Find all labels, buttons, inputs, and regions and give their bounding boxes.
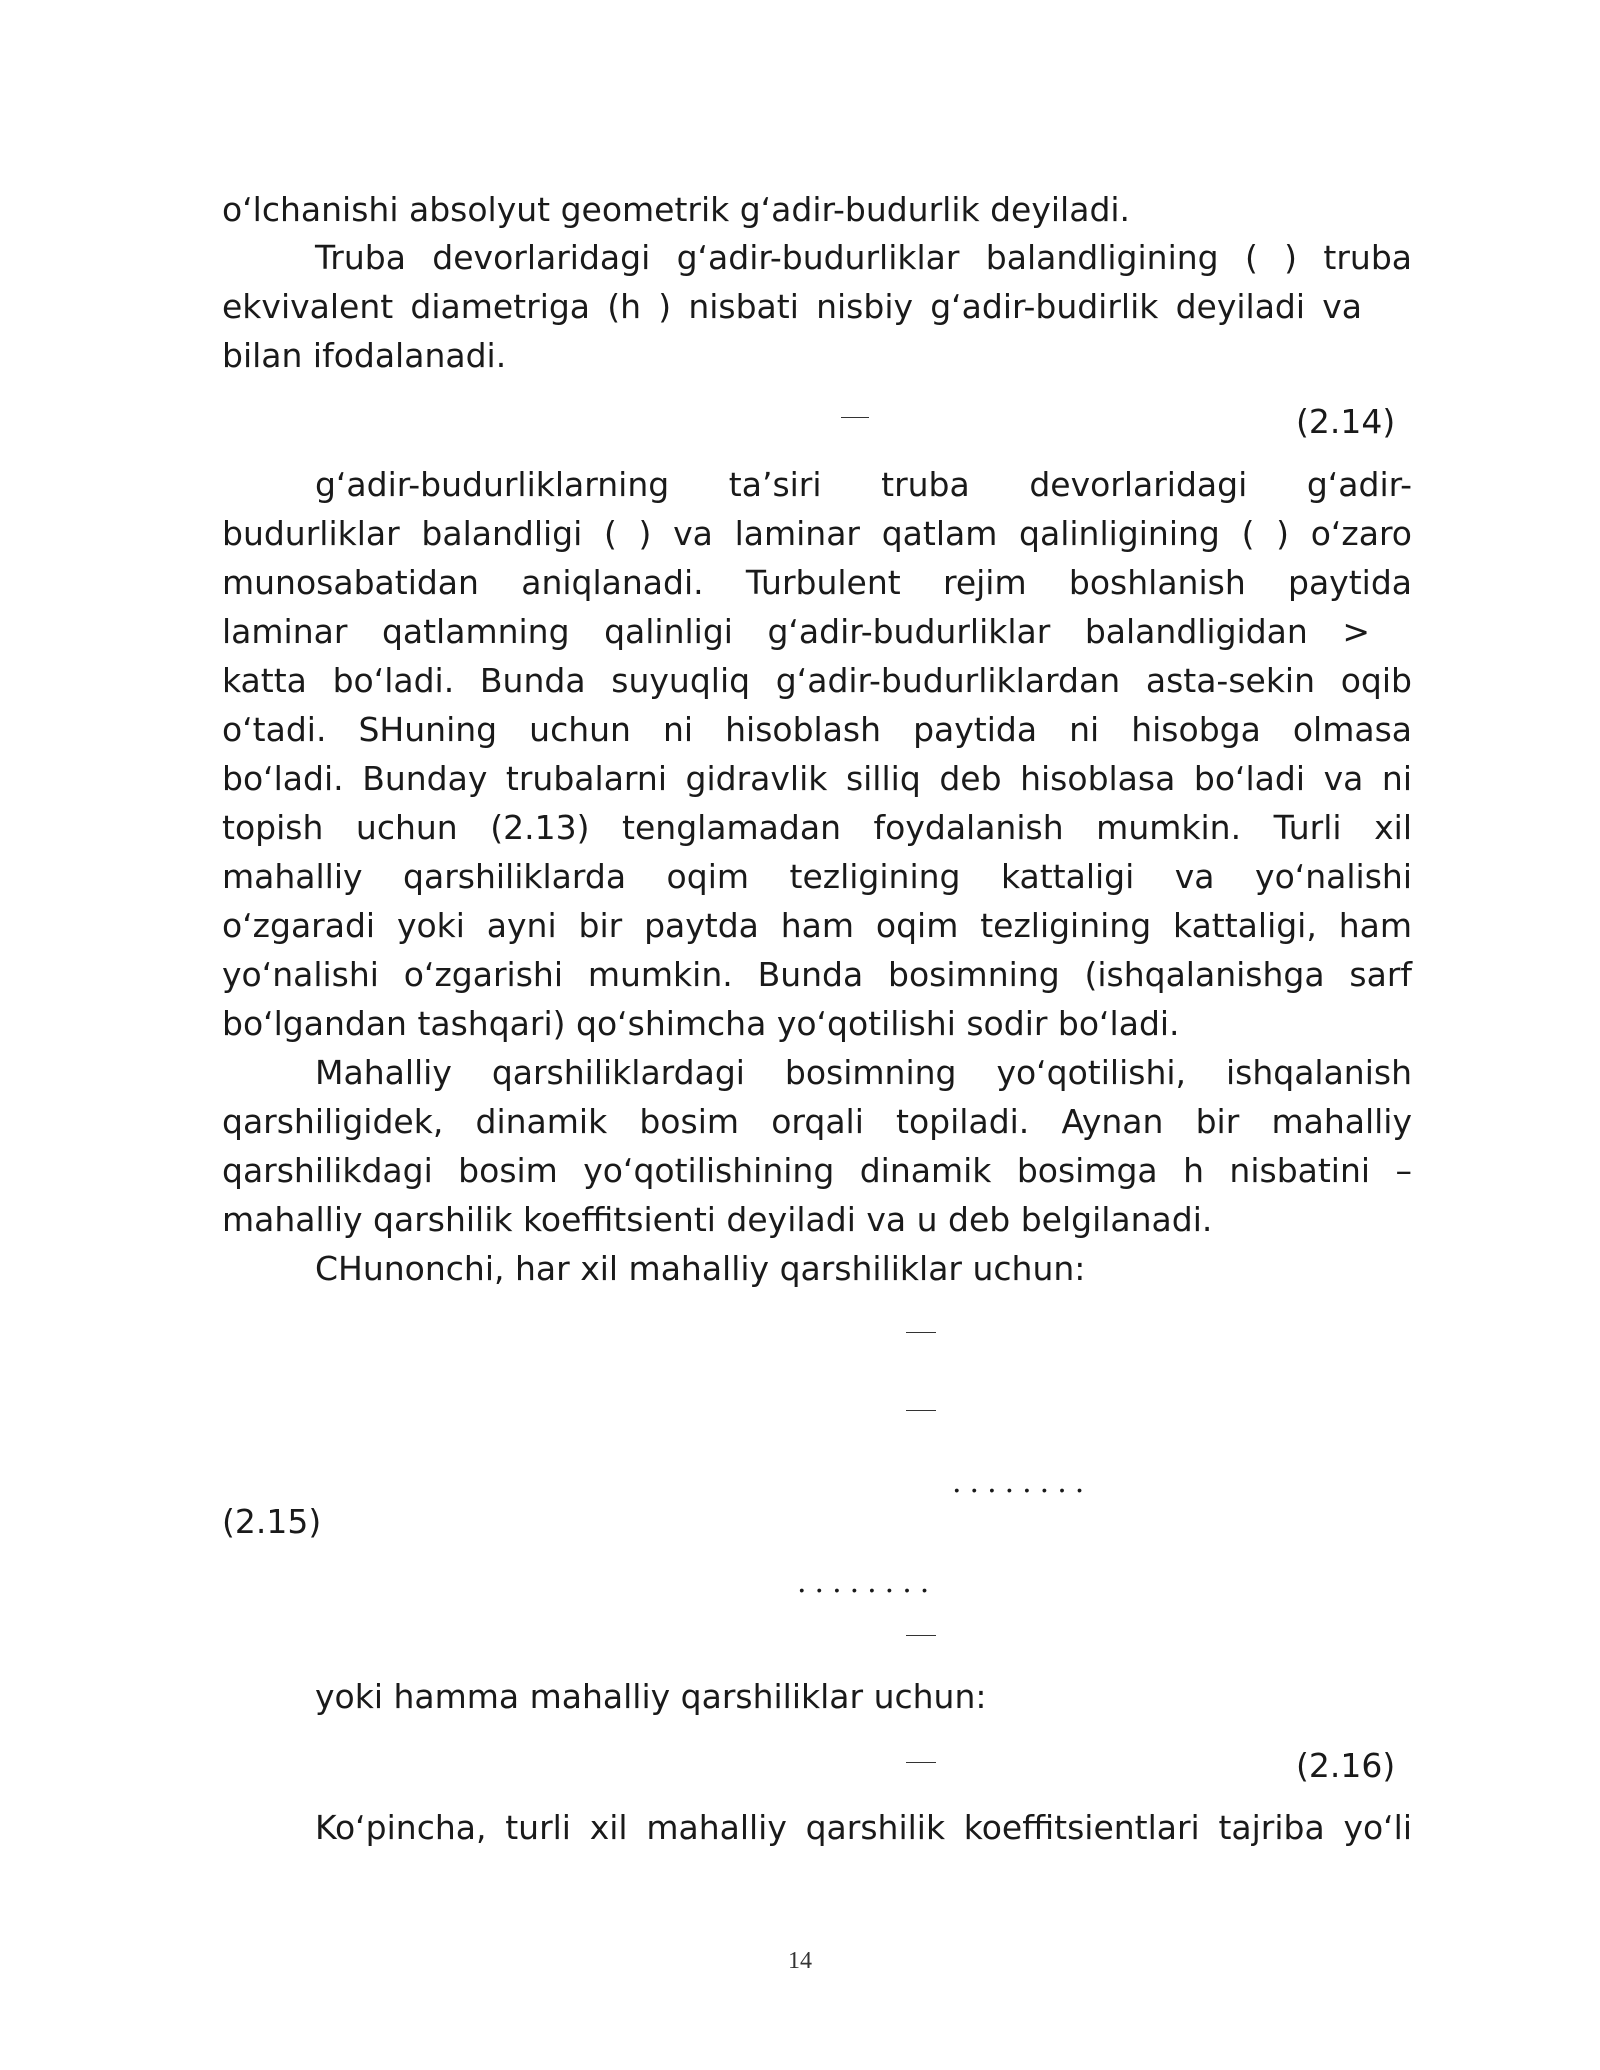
fraction-bar: [906, 1332, 936, 1333]
text-line: yoki hamma mahalliy qarshiliklar uchun:: [315, 1677, 987, 1716]
text-line: bo‘ladi. Bunday trubalarni gidravlik silliq deb hisoblasa bo‘ladi va ni: [222, 759, 1412, 798]
ellipsis-dots: ........: [797, 1565, 938, 1600]
text-line: budurliklar balandligi ( ) va laminar qatlam qalinligining ( ) o‘zaro: [222, 514, 1412, 553]
text-line: mahalliy qarshiliklarda oqim tezligining kattaligi va yo‘nalishi: [222, 857, 1412, 896]
fraction-bar: [906, 1410, 936, 1411]
text-line: bo‘lgandan tashqari) qo‘shimcha yo‘qotilishi sodir bo‘ladi.: [222, 1004, 1180, 1043]
text-line: o‘lchanishi absolyut geometrik g‘adir-budurlik deyiladi.: [222, 190, 1131, 229]
text-line: Mahalliy qarshiliklardagi bosimning yo‘qotilishi, ishqalanish: [315, 1053, 1412, 1092]
equation-number: (2.14): [1296, 402, 1396, 441]
text-line: munosabatidan aniqlanadi. Turbulent rejim boshlanish paytida: [222, 563, 1412, 602]
text-line: Truba devorlaridagi g‘adir-budurliklar balandligining ( ) truba: [315, 238, 1412, 277]
text-line: mahalliy qarshilik koeffitsienti deyiladi va u deb belgilanadi.: [222, 1200, 1213, 1239]
equation-number: (2.16): [1296, 1746, 1396, 1785]
text-line: topish uchun (2.13) tenglamadan foydalanish mumkin. Turli xil: [222, 808, 1412, 847]
text-line: katta bo‘ladi. Bunda suyuqliq g‘adir-budurliklardan asta-sekin oqib: [222, 661, 1412, 700]
text-line: o‘tadi. SHuning uchun ni hisoblash paytida ni hisobga olmasa: [222, 710, 1412, 749]
fraction-bar: [906, 1635, 936, 1636]
text-line: qarshilikdagi bosim yo‘qotilishining dinamik bosimga h nisbatini –: [222, 1151, 1412, 1190]
text-line: laminar qatlamning qalinligi g‘adir-budurliklar balandligidan >: [222, 612, 1370, 651]
text-line: o‘zgaradi yoki ayni bir paytda ham oqim tezligining kattaligi, ham: [222, 906, 1412, 945]
fraction-bar: [906, 1762, 936, 1763]
text-line: qarshiligidek, dinamik bosim orqali topiladi. Aynan bir mahalliy: [222, 1102, 1412, 1141]
text-line: bilan ifodalanadi.: [222, 336, 507, 375]
page-number: 14: [788, 1948, 812, 1974]
text-line: g‘adir-budurliklarning ta’siri truba devorlaridagi g‘adir-: [315, 465, 1412, 504]
text-line: Ko‘pincha, turli xil mahalliy qarshilik koeffitsientlari tajriba yo‘li: [315, 1808, 1412, 1847]
text-line: ekvivalent diametriga (h ) nisbati nisbiy g‘adir-budirlik deyiladi va: [222, 287, 1362, 326]
text-line: yo‘nalishi o‘zgarishi mumkin. Bunda bosimning (ishqalanishga sarf: [222, 955, 1412, 994]
equation-number: (2.15): [222, 1502, 322, 1541]
fraction-bar: [841, 417, 869, 418]
text-line: CHunonchi, har xil mahalliy qarshiliklar uchun:: [315, 1249, 1086, 1288]
ellipsis-dots: ........: [952, 1465, 1093, 1500]
